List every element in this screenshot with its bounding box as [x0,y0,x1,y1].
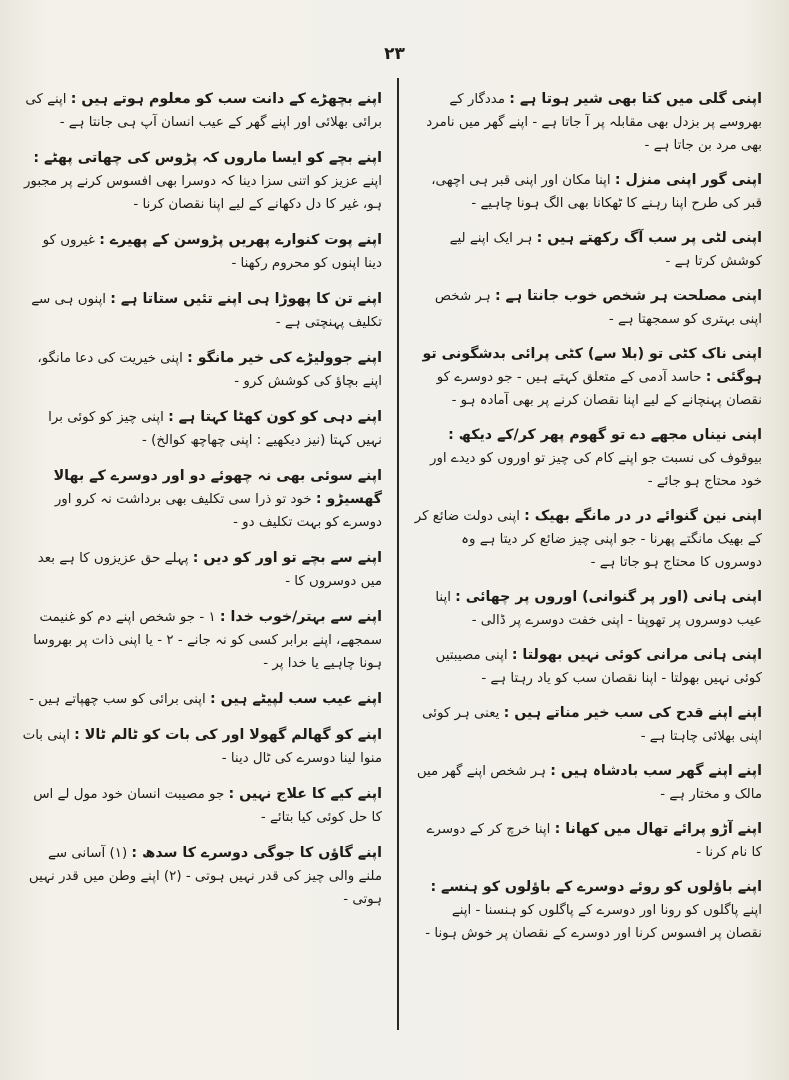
idiom-entry [22,288,382,334]
idiom-entry [412,505,762,574]
idiom-entry [22,783,382,829]
idiom-entry [22,347,382,393]
column-divider [397,78,399,1030]
idiom-entry [412,227,762,273]
idiom-entry [22,842,382,911]
idiom-headword: اپنے سے بہتر/خوب خدا : [219,609,382,625]
idiom-meaning: اپنی مصیبتیں کوئی نہیں بھولتا - اپنا نقصان سب کو یاد رہتا ہے - [435,648,762,686]
idiom-headword: اپنی ہانی (اور پر گنوانی) اوروں پر چھائی : [455,589,762,605]
idiom-meaning: بیوقوف کی نسبت جو اپنے کام کی چیز تو اوروں کو دیدے اور خود محتاج ہو جائے - [430,451,762,489]
page-number: ۲۳ [384,44,405,64]
idiom-entry [412,424,762,493]
idiom-headword: اپنی لٹی پر سب آگ رکھتے ہیں : [536,230,762,246]
idiom-meaning: اپنے کی برائی بھلائی اور اپنے گھر کے عیب انسان آپ ہی جانتا ہے - [25,92,382,130]
idiom-meaning: غیروں کو دینا اپنوں کو محروم رکھنا - [42,233,382,271]
idiom-headword: اپنے کیے کا علاج نہیں : [228,786,382,802]
idiom-entry [412,818,762,864]
idiom-meaning: مددگار کے بھروسے پر بزدل بھی مقابلہ پر آ جاتا ہے - اپنے گھر میں نامرد بھی مرد بن جاتا ہے - [426,92,762,153]
idiom-meaning: اپنا خرچ کر کے دوسرے کا نام کرنا - [426,822,762,860]
idiom-headword: اپنے پوت کنوارے پھریں پڑوسن کے پھیرے : [99,232,382,248]
idiom-entry [412,88,762,157]
idiom-meaning: جو مصیبت انسان خود مول لے اس کا حل کوئی کیا بتائے - [33,787,382,825]
idiom-meaning: حاسد آدمی کے متعلق کہتے ہیں - جو دوسرے کو نقصان پہنچانے کے لیے اپنا نقصان کرنے پر بھی آمادہ ہو - [436,370,762,408]
idiom-meaning: اپنی دولت ضائع کر کے بھیک مانگتے پھرنا - جو اپنی چیز ضائع کر دیتا ہے وہ دوسروں کا محتاج ہو جاتا ہے - [414,509,762,570]
idiom-meaning: ہر شخص اپنی بہتری کو سمجھتا ہے - [434,289,762,327]
idiom-entry [412,702,762,748]
idiom-headword: اپنے سوئی بھی نہ چھوئے دو اور دوسرے کے بھالا گھسیڑو : [53,468,382,507]
idiom-meaning: اپنوں ہی سے تکلیف پہنچتی ہے - [31,292,382,330]
idiom-entry [412,169,762,215]
idiom-headword: اپنے بچے کو ایسا ماروں کہ پڑوس کی چھاتی پھٹے : [33,150,382,166]
idiom-meaning: اپنے عزیز کو اتنی سزا دینا کہ دوسرا بھی افسوس کرنے پر مجبور ہو، غیر کا دل دکھانے کے لیے اپنا نقصان کرنا - [23,174,382,212]
left-column [22,80,382,911]
idiom-entry [22,229,382,275]
right-column [412,80,762,945]
idiom-headword: اپنی نین گنوائے در در مانگے بھیک : [524,508,762,524]
idiom-meaning: پہلے حق عزیزوں کا ہے بعد میں دوسروں کا - [37,551,382,589]
idiom-entry [412,285,762,331]
idiom-headword: اپنی گلی میں کتا بھی شیر ہوتا ہے : [509,91,762,107]
idiom-headword: اپنے تن کا پھوڑا ہی اپنے تئیں ستاتا ہے : [110,291,382,307]
idiom-entry [22,606,382,675]
idiom-entry [22,406,382,452]
idiom-headword: اپنے کو گھالم گھولا اور کی بات کو ٹالم ٹالا : [74,727,382,743]
idiom-meaning: اپنا عیب دوسروں پر تھوپنا - اپنی خفت دوسرے پر ڈالی - [435,590,762,628]
idiom-headword: اپنی ناک کٹی تو (بلا سے) کٹی پرائی بدشگونی تو ہوگئی : [422,346,762,385]
idiom-entry [412,760,762,806]
idiom-headword: اپنی ہانی مرانی کوئی نہیں بھولتا : [511,647,762,663]
idiom-entry [22,688,382,711]
idiom-meaning: اپنی خیریت کی دعا مانگو، اپنے بچاؤ کی کوشش کرو - [37,351,382,389]
idiom-headword: اپنے عیب سب لپیٹے ہیں : [209,691,382,707]
idiom-headword: اپنے باؤلوں کو روئے دوسرے کے باؤلوں کو ہنسے : [430,879,762,895]
idiom-headword: اپنے بچھڑے کے دانت سب کو معلوم ہوتے ہیں : [70,91,382,107]
idiom-meaning: اپنے پاگلوں کو رونا اور دوسرے کے پاگلوں کو ہنسنا - اپنے نقصان پر افسوس کرنا اور دوسرے کے نقصان پر خوش ہونا - [425,903,762,941]
idiom-meaning: ۱ - جو شخص اپنے دم کو غنیمت سمجھے، اپنے برابر کسی کو نہ جانے - ۲ - یا اپنی ذات پر بھروسا ہونا چاہیے یا خدا پر - [33,610,382,671]
idiom-meaning: ہر شخص اپنے گھر میں مالک و مختار ہے - [416,764,762,802]
idiom-entry [22,547,382,593]
idiom-meaning: اپنا مکان اور اپنی قبر ہی اچھی، قبر کی طرح اپنا رہنے کا ٹھکانا بھی الگ ہونا چاہیے - [431,173,762,211]
idiom-entry [412,343,762,412]
idiom-headword: اپنی مصلحت ہر شخص خوب جانتا ہے : [494,288,762,304]
idiom-headword: اپنی نیناں مجھے دے تو گھوم پھر کر/کے دیکھ : [448,427,762,443]
idiom-entry [412,644,762,690]
idiom-headword: اپنے گاؤں کا جوگی دوسرے کا سدھ : [131,845,382,861]
idiom-entry [22,465,382,534]
idiom-meaning: یعنی ہر کوئی اپنی بھلائی چاہتا ہے - [422,706,762,744]
idiom-meaning: اپنی برائی کو سب چھپاتے ہیں - [29,692,210,707]
idiom-entry [22,724,382,770]
idiom-headword: اپنے جوولیڑے کی خیر مانگو : [187,350,382,366]
idiom-entry [412,586,762,632]
idiom-meaning: اپنی چیز کو کوئی برا نہیں کہتا (نیز دیکھیے : اپنی چھاچھ کوالخ) - [48,410,382,448]
idiom-headword: اپنی گور اپنی منزل : [614,172,762,188]
idiom-headword: اپنے سے بچے تو اور کو دیں : [192,550,382,566]
idiom-headword: اپنے اپنے قدح کی سب خیر مناتے ہیں : [503,705,762,721]
idiom-meaning: (۱) آسانی سے ملنے والی چیز کی قدر نہیں ہوتی - (۲) اپنے وطن میں قدر نہیں ہوتی - [28,846,382,907]
idiom-meaning: اپنی بات منوا لینا دوسرے کی ٹال دینا - [22,728,382,766]
idiom-meaning: خود تو ذرا سی تکلیف بھی برداشت نہ کرو اور دوسرے کو بہت تکلیف دو - [54,492,382,530]
idiom-entry [22,147,382,216]
idiom-entry [22,88,382,134]
idiom-entry [412,876,762,945]
idiom-meaning: ہر ایک اپنے لیے کوشش کرتا ہے - [449,231,762,269]
idiom-headword: اپنے آڑو پرائے تھال میں کھانا : [554,821,762,837]
idiom-headword: اپنے دہی کو کون کھٹا کہتا ہے : [168,409,382,425]
idiom-headword: اپنے اپنے گھر سب بادشاہ ہیں : [550,763,762,779]
